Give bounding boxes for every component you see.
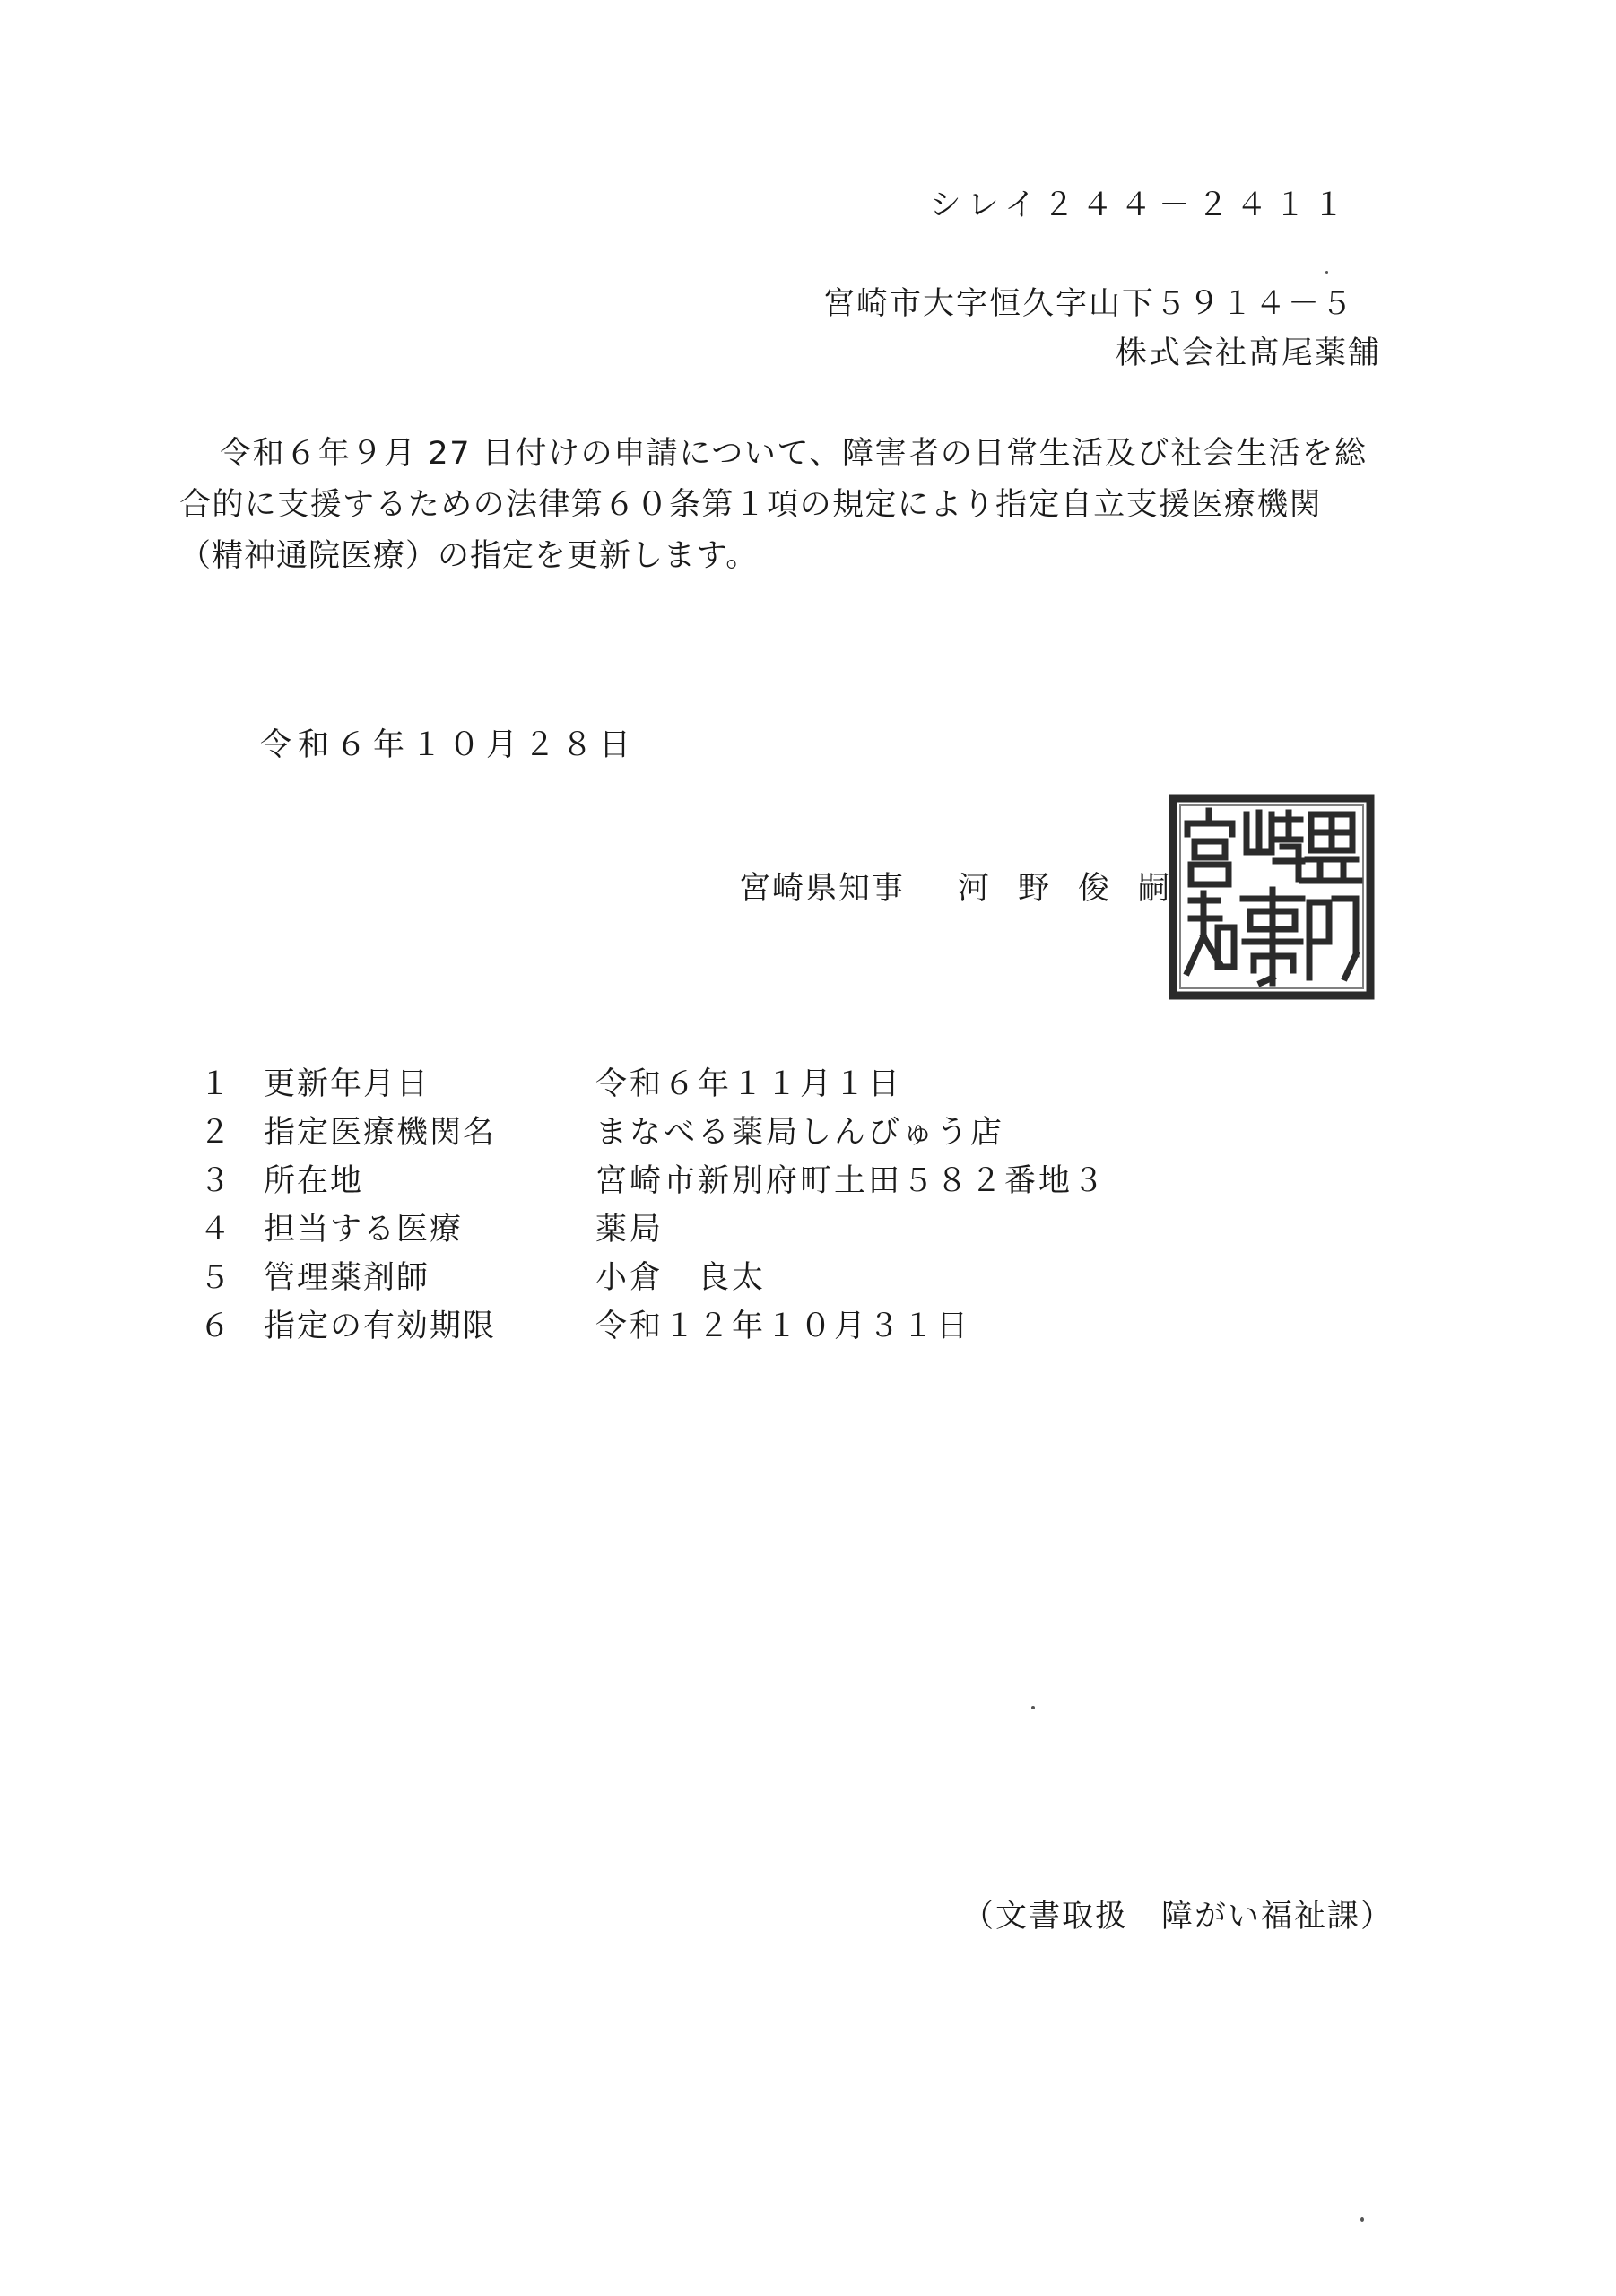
issue-date: 令和６年１０月２８日 (260, 727, 638, 763)
item-value: 令和６年１１月１日 (595, 1066, 903, 1102)
document-number: シレイ２４４－２４１１ (929, 187, 1351, 223)
issuer-title: 宮崎県知事 (739, 871, 906, 907)
scan-speck (1360, 2217, 1364, 2222)
item-value: まなべる薬局しんびゅう店 (595, 1115, 1005, 1151)
item-label: 指定医療機関名 (264, 1115, 497, 1151)
official-seal (1168, 793, 1376, 1001)
handling-department-note: （文書取扱 障がい福祉課） (961, 1899, 1394, 1935)
notice-body-line: （精神通院医療）の指定を更新します。 (179, 538, 759, 574)
item-label: 指定の有効期限 (264, 1309, 497, 1344)
item-label: 管理薬剤師 (264, 1260, 430, 1296)
item-value: 宮崎市新別府町土田５８２番地３ (595, 1163, 1108, 1199)
item-value: 小倉 良太 (595, 1260, 767, 1296)
item-label: 所在地 (264, 1163, 364, 1199)
item-number: ３ (199, 1163, 231, 1199)
item-label: 更新年月日 (264, 1066, 430, 1102)
item-number: ５ (199, 1260, 231, 1296)
scan-speck (1031, 1706, 1035, 1709)
notice-body (179, 429, 1435, 582)
notice-body-line: 令和６年９月 27 日付けの申請について、障害者の日常生活及び社会生活を総 (220, 436, 1368, 472)
item-number: ６ (199, 1309, 231, 1344)
item-value: 令和１２年１０月３１日 (595, 1309, 971, 1344)
scan-speck (1325, 271, 1328, 274)
item-number: ４ (199, 1212, 231, 1248)
recipient-address: 宮崎市大字恒久字山下５９１４－５ (822, 286, 1354, 322)
item-number: ２ (199, 1115, 231, 1151)
item-value: 薬局 (595, 1212, 665, 1248)
issuer-name: 河野俊嗣 (958, 871, 1199, 907)
item-number: １ (199, 1066, 231, 1102)
notice-body-line: 合的に支援するための法律第６０条第１項の規定により指定自立支援医療機関 (179, 487, 1323, 523)
recipient-name: 株式会社髙尾薬舗 (1115, 335, 1381, 371)
item-label: 担当する医療 (264, 1212, 464, 1248)
